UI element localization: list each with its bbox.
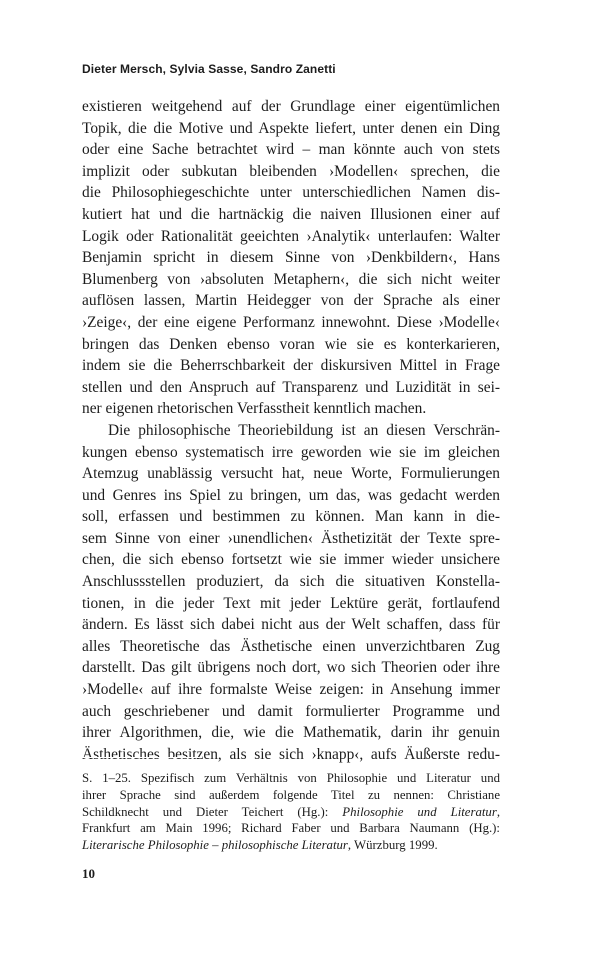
body-line: die Philosophiegeschichte unter unterschiedlichen Namen dis- — [82, 184, 500, 202]
body-line: Atemzug unablässig versucht hat, neue Worte, Formulierungen — [82, 465, 500, 483]
footnote-line: Frankfurt am Main 1996; Richard Faber und Barbara Naumann (Hg.): — [82, 821, 500, 836]
body-line: soll, erfassen und bestimmen zu können. Man kann in die- — [82, 508, 500, 526]
body-line: Logik oder Rationalität geeichten ›Analytik‹ unterlaufen: Walter — [82, 227, 500, 245]
footnote-title-italic: Literarische Philosophie – philosophische Literatur — [82, 838, 348, 853]
body-line: Topik, die die Motive und Aspekte liefert, unter denen ein Ding — [82, 119, 500, 137]
body-line: ihrer Algorithmen, die, wie die Mathematik, darin ihr genuin — [82, 724, 500, 742]
body-line: ner eigenen rhetorischen Verfasstheit kenntlich machen. — [82, 400, 427, 418]
body-line: Anschlussstellen produziert, da sich die situativen Konstella- — [82, 573, 500, 591]
body-line: darstellt. Das gilt übrigens noch dort, wo sich Theorien oder ihre — [82, 659, 500, 677]
footnote-title-italic: Philosophie und Literatur — [342, 804, 497, 819]
body-line: alles Theoretische das Ästhetische einen unverzichtbaren Zug — [82, 637, 500, 655]
body-line: und Genres ins Spiel zu bringen, um das, was gedacht werden — [82, 486, 500, 504]
body-line: auch geschriebener und damit formulierter Programme und — [82, 702, 500, 720]
running-header-authors: Dieter Mersch, Sylvia Sasse, Sandro Zanetti — [82, 62, 336, 76]
footnote-editors: Schildknecht und Dieter Teichert (Hg.): — [82, 804, 343, 819]
footnote-place-year: , Würzburg 1999. — [347, 838, 438, 853]
body-line: ändern. Es lässt sich dabei nicht aus der Welt schaffen, dass für — [82, 616, 500, 634]
body-line: tionen, in die jeder Text mit jeder Lektüre gerät, fortlaufend — [82, 594, 500, 612]
page-number: 10 — [82, 866, 95, 881]
body-line: Blumenberg von ›absoluten Metaphern‹, die sich nicht weiter — [82, 270, 500, 288]
body-line: oder eine Sache betrachtet wird – man könnte auch von stets — [82, 141, 500, 159]
body-line: kungen ebenso systematisch irre geworden wie sie im gleichen — [82, 443, 500, 461]
body-line: sem Sinne von einer ›unendlichen‹ Ästhetizität der Texte spre- — [82, 529, 500, 547]
footnote-separator — [82, 757, 202, 758]
footnote-line: S. 1–25. Spezifisch zum Verhältnis von Philosophie und Literatur und — [82, 771, 500, 785]
body-line: Die philosophische Theoriebildung ist an diesen Verschrän- — [108, 421, 500, 439]
body-line: kutiert hat und die hartnäckig die naiven Illusionen einer auf — [82, 205, 500, 223]
body-line: existieren weitgehend auf der Grundlage einer eigentümlichen — [82, 98, 500, 115]
body-line: indem sie die Beherrschbarkeit der diskursiven Mittel in Frage — [82, 357, 500, 375]
footnote — [82, 770, 500, 854]
body-line: stellen und den Anspruch auf Transparenz und Luzidität in sei- — [82, 378, 500, 396]
body-line: Benjamin spricht in diesem Sinne von ›Denkbildern‹, Hans — [82, 249, 500, 267]
footnote-comma: , — [496, 804, 501, 819]
body-line: auflösen lassen, Martin Heidegger von der Sprache als einer — [82, 292, 500, 310]
body-line: chen, die sich ebenso fortsetzt wie sie immer wieder unsichere — [82, 551, 500, 569]
body-line: implizit oder subkutan bleibenden ›Modellen‹ sprechen, die — [82, 162, 500, 180]
body-line: bringen das Denken ebenso voran wie sie es konterkarieren, — [82, 335, 500, 353]
body-line: ›Modelle‹ auf ihre formalste Weise zeigen: in Ansehung immer — [82, 681, 500, 699]
footnote-line — [82, 837, 500, 854]
footnote-line: ihrer Sprache sind außerdem folgende Titel zu nennen: Christiane — [82, 787, 500, 802]
footnote-line — [82, 804, 500, 821]
body-line: Ästhetisches besitzen, als sie sich ›knapp‹, aufs Äußerste redu- — [82, 745, 500, 763]
body-line: ›Zeige‹, der eine eigene Performanz innewohnt. Diese ›Modelle‹ — [82, 313, 500, 331]
body-text — [82, 96, 500, 765]
